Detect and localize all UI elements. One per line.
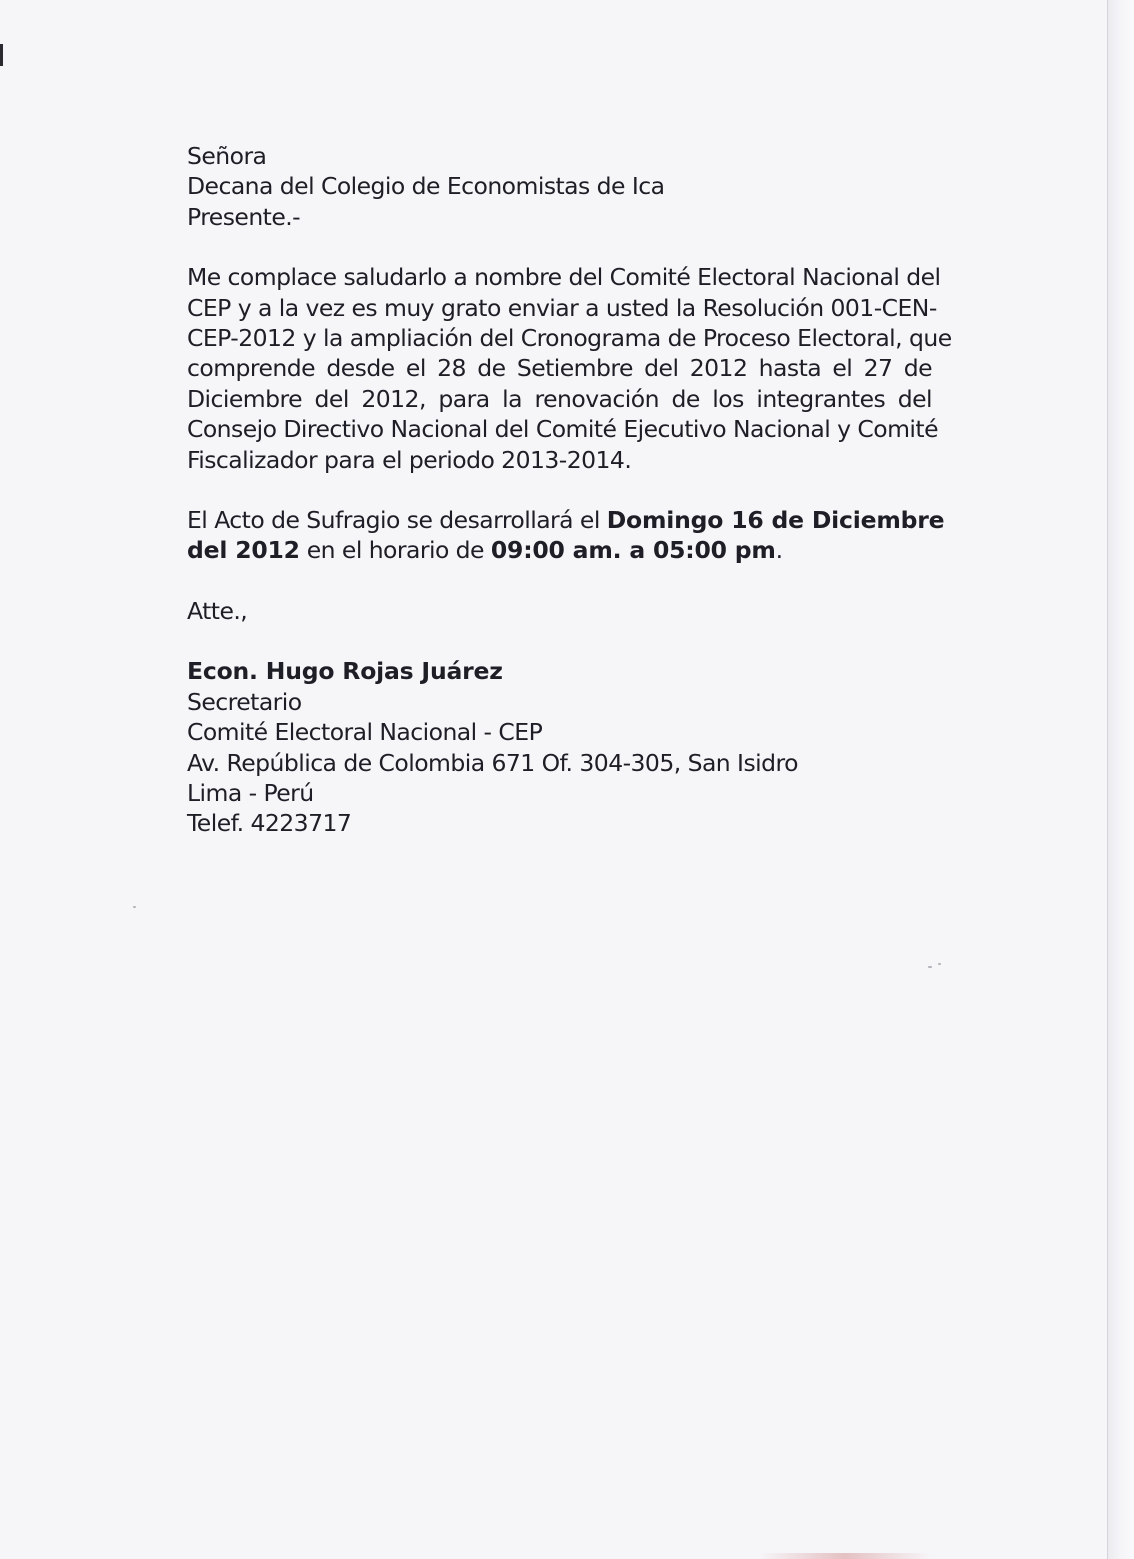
sufragio-end: . [775,536,783,565]
paragraph-line: CEP-2012 y la ampliación del Cronograma de Proceso Electoral, que [187,324,952,353]
body-paragraph-1 [187,262,952,475]
speck [928,966,932,968]
paragraph-line: CEP y a la vez es muy grato enviar a usted la Resolución 001-CEN- [187,293,937,322]
recipient-salutation: Señora [187,142,267,170]
signature-phone: Telef. 4223717 [187,809,352,838]
sufragio-middle: en el horario de [306,536,484,565]
paragraph-line: Diciembre del 2012, para la renovación de los integrantes del [187,384,932,413]
letter-body [187,141,952,839]
speck [938,963,941,965]
signature-block [187,656,932,838]
paragraph-line [187,505,945,535]
sufragio-lead: El Acto de Sufragio se desarrollará el [187,506,600,535]
sufragio-time: 09:00 am. a 05:00 pm [490,536,776,565]
scan-mark [0,44,3,66]
paragraph-line: Me complace saludarlo a nombre del Comité Electoral Nacional del [187,263,941,292]
page-edge [1107,0,1134,1559]
closing: Atte., [187,596,248,625]
paragraph-line: Fiscalizador para el periodo 2013-2014. [187,445,632,474]
signature-organization: Comité Electoral Nacional - CEP [187,718,543,747]
body-paragraph-2 [187,505,945,566]
signature-address: Av. República de Colombia 671 Of. 304-305, San Isidro [187,748,798,777]
paragraph-line [187,535,932,565]
recipient-block [187,141,932,232]
signature-role: Secretario [187,687,302,716]
paragraph-line: comprende desde el 28 de Setiembre del 2012 hasta el 27 de [187,354,932,383]
signature-city: Lima - Perú [187,778,314,807]
bottom-smudge [760,1553,930,1559]
sufragio-year: del 2012 [187,536,300,565]
paragraph-line: Consejo Directivo Nacional del Comité Ejecutivo Nacional y Comité [187,415,938,444]
sufragio-date: Domingo 16 de Diciembre [606,506,945,535]
speck [133,906,136,908]
recipient-presente: Presente.- [187,202,301,231]
recipient-title: Decana del Colegio de Economistas de Ica [187,172,665,201]
signature-name: Econ. Hugo Rojas Juárez [187,657,503,686]
